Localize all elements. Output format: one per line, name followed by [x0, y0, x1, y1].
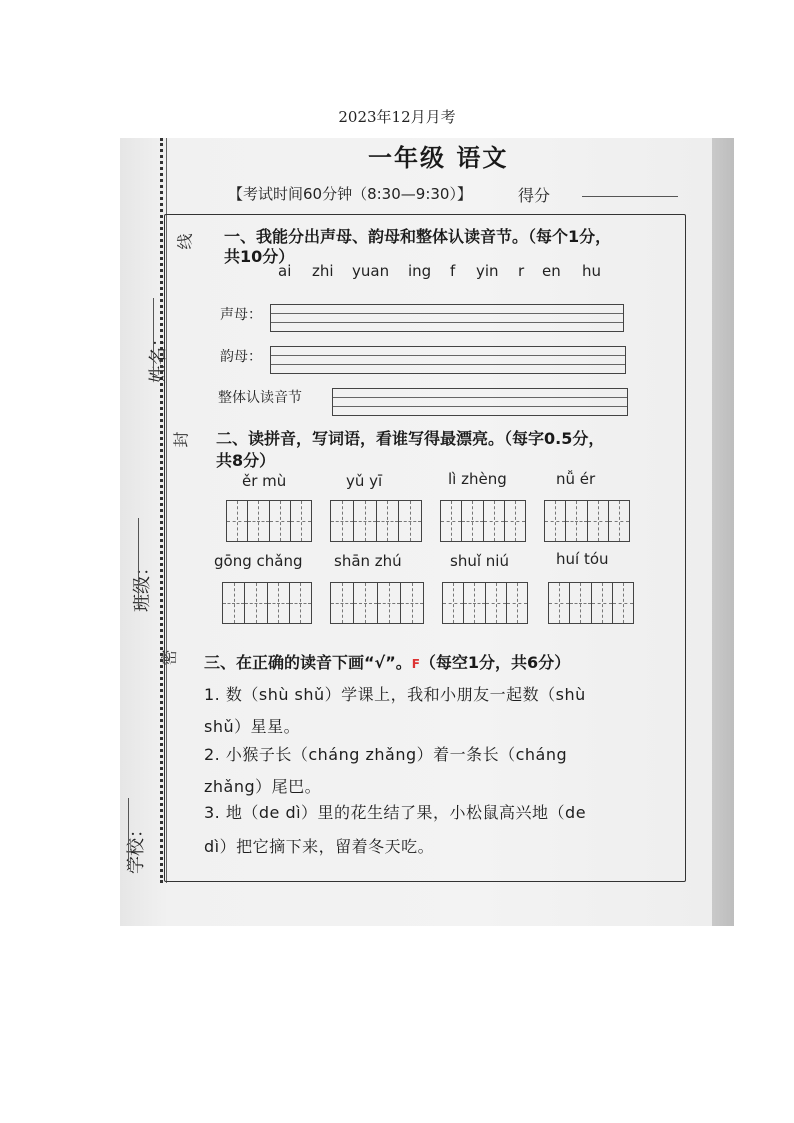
score-write-line: [582, 196, 678, 197]
finals-label: 韵母：: [220, 349, 262, 365]
name-write-line: [153, 298, 154, 376]
tianzige-box: [442, 582, 528, 624]
tianzige-box: [222, 582, 312, 624]
seal-char-xian: 线: [175, 233, 195, 250]
syllable: ai: [278, 262, 292, 280]
school-write-line: [128, 798, 129, 868]
section3-title: [204, 652, 570, 675]
initials-write-lines: [270, 304, 624, 332]
word-pinyin: ěr mù: [242, 472, 287, 490]
word-pinyin: nǚ ér: [556, 470, 596, 488]
syllable: r: [518, 262, 525, 280]
word-pinyin: shān zhú: [334, 552, 402, 570]
word-pinyin: gōng chǎng: [214, 552, 303, 570]
tianzige-box: [440, 500, 526, 542]
section3-title-text: 三、在正确的读音下画“√”。: [204, 653, 412, 672]
exam-photo: [120, 138, 734, 926]
binding-dotted-line: [160, 138, 163, 883]
syllable: yuan: [352, 262, 390, 280]
whole-syllables-label: 整体认读音节: [218, 390, 302, 406]
question-line: 1. 数（shù shǔ）学课上，我和小朋友一起数（shù: [204, 685, 586, 704]
syllable: hu: [582, 262, 602, 280]
score-label: 得分: [518, 186, 551, 205]
finals-write-lines: [270, 346, 626, 374]
question-line: dì）把它摘下来，留着冬天吃。: [204, 837, 435, 856]
class-write-line: [138, 518, 139, 608]
question-line: zhǎng）尾巴。: [204, 777, 322, 796]
sidebar-school-label: 学校：: [126, 820, 147, 874]
paper-edge-shadow: [712, 138, 734, 926]
section3-score-note: （每空1分，共6分）: [419, 653, 571, 672]
whole-syllables-write-lines: [332, 388, 628, 416]
sidebar-class-label: 班级：: [132, 558, 153, 612]
word-pinyin: shuǐ niú: [450, 552, 509, 570]
syllable: yin: [476, 262, 499, 280]
section2-title-line2: 共8分）: [216, 451, 276, 470]
exam-time: 【考试时间60分钟（8:30—9:30）】: [228, 185, 472, 203]
seal-char-feng: 封: [171, 431, 191, 448]
question-line: 3. 地（de dì）里的花生结了果，小松鼠高兴地（de: [204, 803, 587, 822]
word-pinyin: huí tóu: [556, 550, 609, 568]
syllable-row: [120, 262, 716, 282]
tianzige-box: [544, 500, 630, 542]
tianzige-box: [548, 582, 634, 624]
question-line: 2. 小猴子长（cháng zhǎng）着一条长（cháng: [204, 745, 568, 764]
syllable: f: [450, 262, 456, 280]
section1-title-line2: 共10分）: [224, 247, 295, 266]
section2-title-line1: 二、读拼音，写词语，看谁写得最漂亮。（每字0.5分，: [216, 429, 605, 448]
exam-paper: [120, 138, 716, 926]
section1-title-line1: 一、我能分出声母、韵母和整体认读音节。（每个1分，: [224, 227, 612, 246]
initials-label: 声母：: [220, 307, 262, 323]
syllable: zhi: [312, 262, 334, 280]
syllable: en: [542, 262, 561, 280]
exam-title: 一年级 语文: [368, 143, 509, 172]
tianzige-box: [330, 500, 422, 542]
question-line: shǔ）星星。: [204, 717, 301, 736]
syllable: ing: [408, 262, 432, 280]
word-pinyin: yǔ yī: [346, 472, 383, 490]
document-header-title: 2023年12月月考: [338, 108, 456, 126]
word-pinyin: lì zhèng: [448, 470, 507, 488]
sidebar-name-label: 姓名：: [148, 329, 169, 383]
tianzige-box: [226, 500, 312, 542]
red-handwritten-mark: F: [411, 657, 420, 671]
tianzige-box: [330, 582, 424, 624]
seal-char-mi: 密: [159, 649, 179, 666]
